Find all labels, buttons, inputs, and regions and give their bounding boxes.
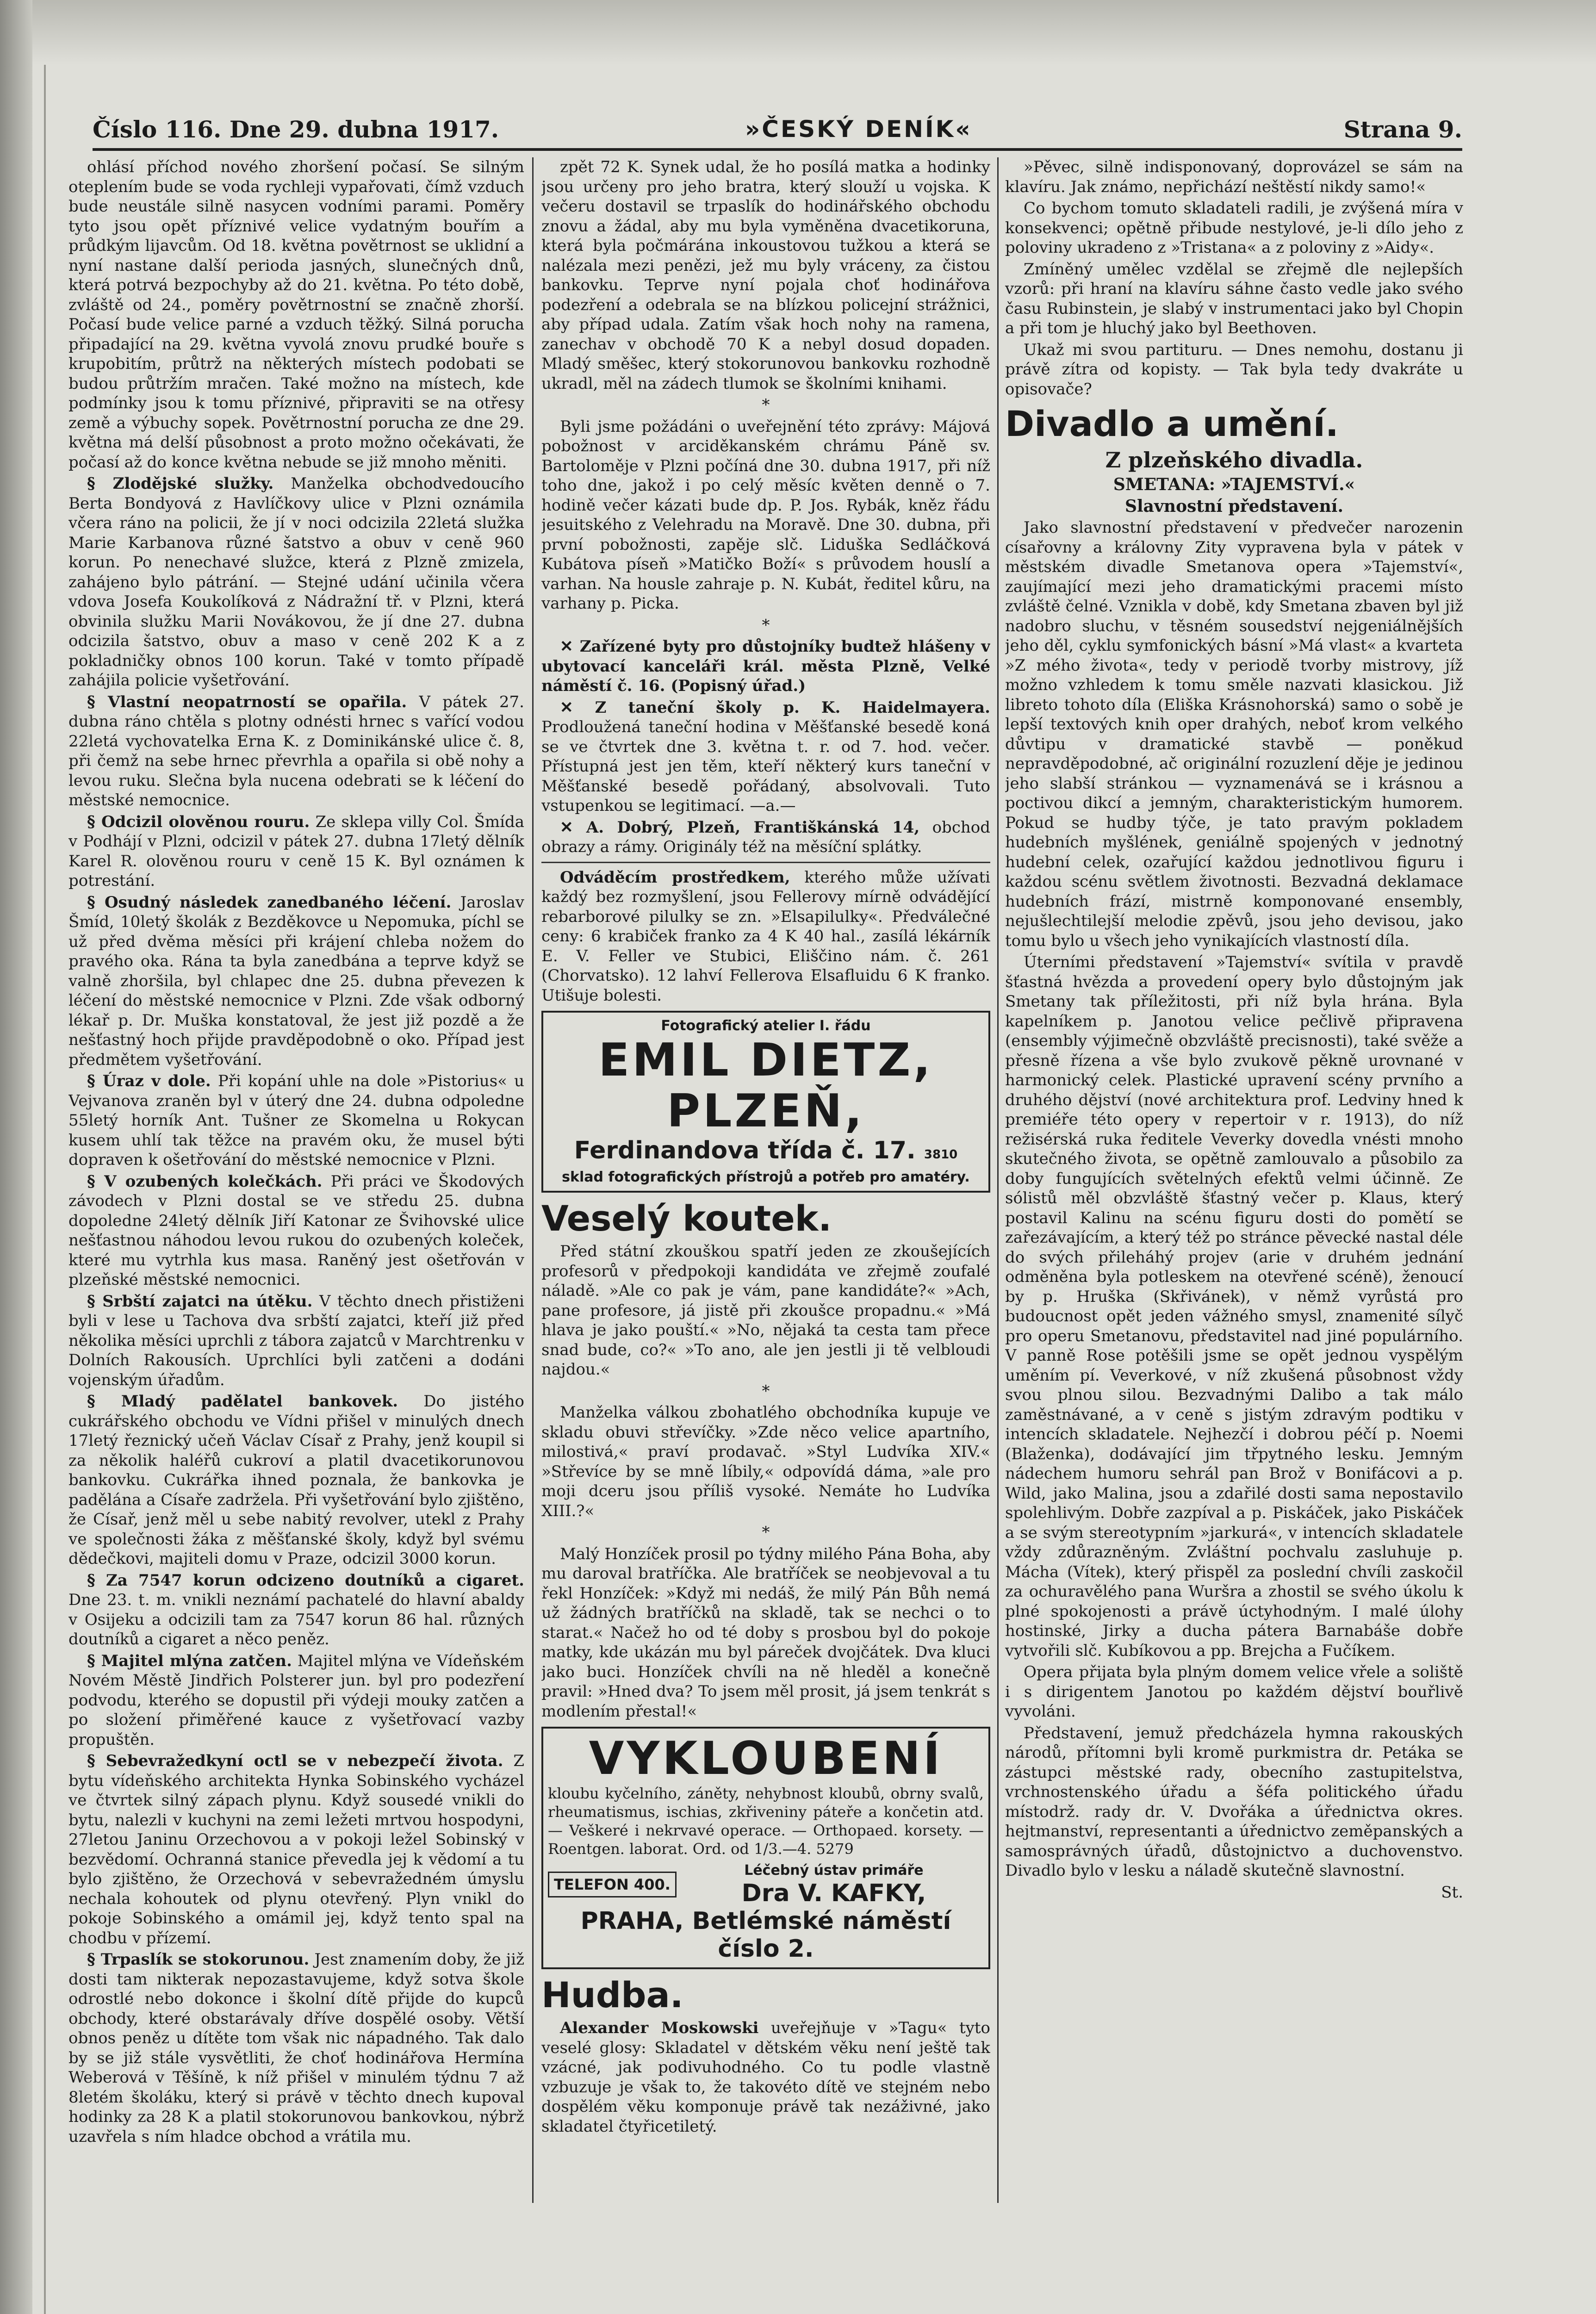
separator-star: * — [762, 396, 770, 414]
article-text: Ze sklepa villy Col. Šmída v Podhájí v Plzni, odcizil v pátek 27. dubna 17letý dělník Karel R. olověnou rouru v ceně 15 K. Byl oznámen k potrestání. — [68, 812, 524, 890]
article-paragraph — [68, 893, 524, 1070]
address-text: Ferdinandova třída č. 17. — [574, 1137, 916, 1164]
separator-rule — [541, 862, 990, 863]
header-rule — [93, 148, 1462, 151]
article-text: Při práci ve Škodových závodech v Plzni dostal se ve středu 25. dubna dopoledne 24letý dělník Jiří Katonar ze Švihovské ulice nešťastnou náhodou levou rukou do ozubených koleček, které mu vytrhla kus masa. Raněný jest ošetřován v plzeňské městské nemocnici. — [68, 1172, 524, 1289]
article-text: Prodloužená taneční hodina v Měšťanské besedě koná se ve čtvrtek dne 3. května t. r. od 7. hod. večer. Přístupná jest jen těm, kteří některý kurs taneční v Měšťanské besedě pořádaný, absolvovali. Tuto vstupenkou se legitimací. —a.— — [541, 718, 990, 815]
article-text: Úterními představení »Tajemství« svítila v pravdě šťastná hvězda a provedení opery bylo důstojným jak Smetany tak příležitosti, při níž byla hrána. Byla kapelníkem p. Janotou velice pečlivě připravena (ensembly výjimečně obzvláště precisnosti), také svěže a přesně řízena a vše bylo zvukově pěkně urovnané v harmonický celek. Plastické upravení scény prvního a druhého dějství (nové architektura prof. Ledviny hned k premiéře této opery v repertoir v r. 1913), do níž režisérská ruka ředitele Veverky dovedla vnésti mnoho skutečného života, se opětně zamlouvalo a působilo za doby fungujících světelných efektů velmi účinně. Ze sólistů měl obzvláště šťastný večer p. Klaus, který postavil Kalinu na scénu figuru dosti do pomětí se zařezávajícím, a který též po stránce pěvecké nastal déle do svých přileháhý projev (arie v druhém jednání odměněna byla potleskem na otevřené scéně), ženoucí by p. Hruška (Skřivánek), v němž vyrůstá pro budoucnost opět jeden vážného smysl, znamenité sílyč pro operu Smetanovu, představitel nad jiné populárního. V panně Rose potěšili jsme se opět jednou vyspělým uměním pí. Veverkové, v níž zkušená působnost vždy svou plnou silou. Bezvadnými Dalibo a tak málo zaměstnávané, a v ceně s jistým zdravým podtiku v intencích skladatele. Nejhezčí i dobrou péčí p. Noemi (Blaženka), dodávající jim třpytného lesku. Jemným nádechem humoru sehrál pan Brož v Bonifácovi a p. Wild, jako Malina, jsou a zdařilé dosti sama nepostavilo spolehlivým. Dobře zazpíval a p. Piskáček, jako Piskáček a se svým stereotypním »jarkurá«, v intencích skladatele vždy zdůrazněným. Zvláštní pochvalu zasluhuje p. Mácha (Vítek), který přispěl za poslední chvíli zaskočil za ochuravělého pana Wuršra a zhostil se svého úkolu k plné spokojenosti a právě úctyhodným. I malé úlohy hostinské, Jirky a ducha pátera Barnabáše dobře vytvořili slč. Kubíkovou a pp. Brejcha a Fučíkem. — [1005, 953, 1463, 1660]
article-text: Při kopání uhle na dole »Pistorius« u Vejvanova zraněn byl v úterý dne 24. dubna odpoledne 55letý horník Ant. Tušner ze Skomelna u Rokycan kusem uhlí tak těžce na pravém oku, že musel býti dopraven k ošetřování do městské nemocnice v Plzni. — [68, 1072, 524, 1169]
page-binding-edge — [0, 0, 32, 2314]
ad-code: 3810 — [924, 1148, 958, 1162]
column-3 — [1005, 157, 1463, 2212]
article-paragraph — [541, 1403, 990, 1521]
article-text: Před státní zkouškou spatří jeden ze zkoušejících profesorů v předpokoji kandidáta ve zřejmě zoufalé náladě. »Ale co pak je vám, pane kandidáte?« »Ach, pane profesore, já jistě při zkoušce propadnu.« »Má hlava je jako pouští.« »No, nějaká ta cesta tam přece snad bude, co?« »To ano, ale jen jestli ji tě velbloudi najdou.« — [541, 1242, 990, 1379]
article-text: Ukaž mi svou partituru. — Dnes nemohu, dostanu ji právě zítra od kopisty. — Tak byla tedy dvakráte u opisovače? — [1005, 340, 1463, 398]
article-headline: § Za 7547 korun odcizeno doutníků a cigaret. — [87, 1571, 524, 1590]
article-paragraph — [68, 1751, 524, 1948]
section-title: Divadlo a umění. — [1005, 403, 1339, 444]
article-paragraph — [541, 417, 990, 614]
article-paragraph — [541, 698, 990, 816]
article-paragraph — [68, 1172, 524, 1290]
article-headline: § Vlastní neopatrností se opařila. — [87, 692, 407, 711]
article-paragraph — [68, 1950, 524, 2146]
column-2 — [541, 157, 990, 2212]
ad-contact-row — [548, 1862, 984, 1907]
advertiser-headline: VYKLOUBENÍ — [589, 1732, 943, 1785]
article-headline: § Srbští zajatci na útěku. — [87, 1292, 313, 1311]
institute-name: Léčebný ústav primáře — [744, 1862, 924, 1879]
ad-line: Fotografický atelier I. řádu — [661, 1018, 871, 1034]
separator-star: * — [762, 1381, 770, 1400]
page-number: Strana 9. — [1343, 116, 1462, 143]
article-paragraph — [68, 1392, 524, 1569]
section-title: Hudba. — [541, 1974, 683, 2015]
article-headline: Alexander Moskowski — [560, 2019, 759, 2037]
article-paragraph — [68, 692, 524, 810]
article-paragraph — [1005, 199, 1463, 258]
article-text: Byli jsme požádáni o uveřejnění této zprávy: Májová pobožnost v arciděkanském chrámu Páně sv. Bartoloměje v Plzni počíná dne 30. dubna 1917, při níž toho dne, jakož i po celý měsíc květen denně o 7. hodině večer kázati bude dp. P. Jos. Rybák, kněz řádu jesuitského z Velehradu na Moravě. Dne 30. dubna, při první pobožnosti, zapěje slč. Liduška Sedláčková Kubátova píseň »Matičko Boží« s průvodem houslí a varhan. Na housle zahraje p. N. Kubát, ředitel kůru, na varhany p. Picka. — [541, 417, 990, 613]
article-paragraph — [1005, 157, 1463, 197]
ad-address — [548, 1137, 984, 1169]
article-headline: § Sebevražedkyní octl se v nebezpečí života. — [87, 1752, 503, 1770]
article-text: Jaroslav Šmíd, 10letý školák z Bezděkovce u Nepomuka, píchl se už před dvěma měsíci při krájení chleba nožem do pravého oka. Rána ta byla zanedbána a teprve když se valně zhoršila, byl chlapec dne 25. dubna převezen k léčení do městské nemocnice v Plzni. Zde však odborný lékař p. Dr. Muška konstatoval, že jest již pozdě a že nešťastný hoch přijde pravděpodobně o oko. Případ jest předmětem vyšetřování. — [68, 893, 524, 1069]
article-text: Majitel mlýna ve Vídeňském Novém Městě Jindřich Polsterer jun. byl pro podezření podvodu, kterého se dopustil při výdeji mouky zatčen a po složení přiměřené kauce z vyšetřovací vazby propuštěn. — [68, 1651, 524, 1749]
article-headline: § Odcizil olověnou rouru. — [87, 812, 310, 831]
article-paragraph — [541, 157, 990, 393]
article-paragraph — [541, 1242, 990, 1380]
article-text: Opera přijata byla plným domem velice vřele a soliště i s dirigentem Janotou po každém dějství bouřlivě vyvoláni. — [1005, 1663, 1463, 1721]
ad-code: 5279 — [816, 1840, 854, 1858]
article-paragraph — [68, 812, 524, 891]
article-paragraph — [68, 157, 524, 472]
advertiser-name: EMIL DIETZ, PLZEŇ, — [598, 1034, 933, 1138]
article-text: Manželka válkou zbohatlého obchodníka kupuje ve skladu obuvi střevíčky. »Zde něco velice apartního, milostivá,« praví prodavač. »Styl Ludvíka XIV.« »Střevíce by se mně líbily,« odpovídá dáma, »ale pro moji dceru jsou příliš vysoké. Nemáte ho Ludvíka XIII.?« — [541, 1403, 990, 1520]
binding-line — [44, 28, 46, 2314]
page-header — [93, 116, 1462, 146]
article-paragraph — [1005, 340, 1463, 399]
article-subheading: SMETANA: »TAJEMSTVÍ.« — [1113, 475, 1355, 494]
article-headline: ✕ Zařízené byty pro důstojníky budtež hlášeny v ubytovací kanceláři král. města Plzně, Velké náměstí č. 16. (Popisný úřad.) — [541, 637, 990, 695]
article-headline: § Osudný následek zanedbaného léčení. — [87, 893, 452, 912]
article-headline: ✕ Z taneční školy p. K. Haidelmayera. — [560, 698, 990, 717]
article-text: Jako slavnostní představení v předvečer narozenin císařovny a královny Zity vypravena byla v pátek v městském divadle Smetanova opera »Tajemství«, zaujímající mezi jeho dramatickými pracemi místo zvláště čelné. Vznikla v době, kdy Smetana zbaven byl již nadobro sluchu, v těsném sousedství nejgeniálnějších jeho děl, cyklu symfonických básní »Má vlast« a kvarteta »Z mého života«, tedy v periodě tvorby mistrovy, jíž možno vzhledem k tomu směle nazvati klasickou. Již libreto tohoto díla (Eliška Krásnohorská) samo o sobě je lepší textových knih oper drahých, neboť krom velkého důvtipu v dramatické stavbě — poněkud nepravděpodobné, ač originální rozuzlení děje je jedinou jeho slabší stránkou — vyznamenává se i krásnou a poctivou dikcí a jemným, charakteristickým humorem. Pokud se hudby týče, je tato pravým pokladem hudebních myšlének, geniálně spojených v jednotný hudební celek, ozařující každou jednotlivou figuru i každou scénu světlem životnosti. Bezvadná deklamace hudebních frází, mistrně komponované ensembly, nejušlechtilejší melodie zpěvů, jsou jeho devisou, jako tomu bylo u všech jeho vynikajících vlastností díla. — [1005, 518, 1463, 950]
article-text: Jest znamením doby, že již dosti tam nikterak nepozastavujeme, když sotva škole odrostlé nebo dokonce i školní dítě přijde do kupců obchody, které obstarávaly dříve dospělé osoby. Větší obnos peněz u dítěte tom však nic nápadného. Tak dalo by se již stále vysvětliti, že choť hodinářova Hermína Weberová v Těšíně, k níž přišel v minulém týdnu 7 až 8letém školáku, který si právě v těchto dnech kupoval hodinky za 28 K a platil stokorunovou bankovkou, nýbrž uzavřela s ním hladce obchod a vrátila mu. — [68, 1950, 524, 2146]
article-text: Do jistého cukrářského obchodu ve Vídni přišel v minulých dnech 17letý řeznický učeň Václav Císař z Prahy, jenž koupil si za několik haléřů cukroví a platil dvacetikorunovou bankovku. Cukrářka ihned poznala, že bankovka je padělána a Císaře zadržela. Při vyšetřování bylo zjištěno, že Císař, jenž měl u sebe nabitý revolver, utekl z Prahy ve společnosti žáka z měšťanské školy, když byl svému dědečkovi, majiteli domu v Praze, odcizil 3000 korun. — [68, 1392, 524, 1568]
article-paragraph — [541, 2018, 990, 2136]
separator-star: * — [762, 1523, 770, 1542]
scan-top-band — [32, 0, 1596, 65]
article-paragraph — [1005, 1662, 1463, 1722]
dietz-advertisement — [541, 1011, 990, 1193]
ad-line: sklad fotografických přístrojů a potřeb pro amatéry. — [562, 1169, 970, 1185]
doctor-name: Dra V. KAFKY, — [741, 1879, 926, 1907]
article-text: kterého může užívati každý bez rozmyšlení, jsou Fellerovy mírně odvádějící rebarborové pilulky se zn. »Elsapilulky«. Předválečné ceny: 6 krabiček franko za 4 K 40 hal., zasílá lékárník E. V. Feller ve Stubici, Eliščino nám. č. 261 (Chorvatsko). 12 lahví Fellerova Elsafluidu 6 K franko. Utišuje bolesti. — [541, 868, 990, 1005]
article-text: Co bychom tomuto skladateli radili, je zvýšená míra v konsekvenci; opětně přibude nestylové, je-li dílo jeho z poloviny ukradeno z »Tristana« a z poloviny z »Aidy«. — [1005, 199, 1463, 257]
article-text: Dne 23. t. m. vnikli neznámí pachatelé do hlavní abaldy v Osijeku a odcizili tam za 7547 korun 86 hal. různých doutníků a cigaret a něco peněz. — [68, 1591, 524, 1648]
article-paragraph — [68, 1651, 524, 1750]
article-text: Malý Honzíček prosil po týdny milého Pána Boha, aby mu daroval bratříčka. Ale bratříček se neobjevoval a tu řekl Honzíček: »Když mi nedáš, že milý Pán Bůh nemá už žádných bratříčků na skladě, tak se nechci o to starat.« Načež ho od té doby s prosbou byl do pokoje matky, kde ukázán mu byl páreček dvojčátek. Dva kluci jako buci. Honzíček chvíli na ně hleděl a konečně pravil: »Hned dva? To jsem měl prosit, já jsem tenkrát s modlením přestal!« — [541, 1544, 990, 1721]
article-paragraph — [541, 637, 990, 696]
article-text: Představení, jemuž předcházela hymna rakouských národů, přítomni byli kromě purkmistra dr. Petáka se zástupci městské rady, obecního zastupitelstva, vrchnostenského úřadu a šéfa politického úřadu místodrž. rady dr. V. Dvořáka a úřednictva okres. hejtmanství, representanti a úřednictvo zeměpanských a samosprávných úřadů, důstojnictvo a duchovenstvo. Divadlo bylo v lesku a náladě skutečně slavnostní. — [1005, 1723, 1463, 1880]
article-paragraph — [1005, 518, 1463, 951]
newspaper-title: »ČESKÝ DENÍK« — [745, 116, 972, 143]
article-headline: § V ozubených kolečkách. — [87, 1172, 323, 1191]
article-text: ohlásí příchod nového zhoršení počasí. Se silným oteplením bude se voda rychleji vypařovati, čímž vzduch bude neustále silně nasycen vodními parami. Poměry tyto jsou opět příznivé velice vydatným bouřím a průdkým lijavcům. Od 18. května povětrnost se uklidní a nyní nastane další perioda jasných, slunečných dnů, která potrvá bezpochyby až do 21. května. Po této době, zvláště od 24., poměry povětrnostní se značně zhorší. Počasí bude velice parné a vzduch těžký. Silná porucha připadající na 29. května vyvolá znovu prudké bouře s krupobitím, průtrž na některých místech podobati se budou průtržím mračen. Také možno na místech, kde podmínky jsou k tomu příznivé, připraviti se na otřesy země a výbuchy sopek. Povětrnostní porucha ze dne 29. května má delší působnost a proto možno očekávati, že počasí až do konce května nebude se již mnoho měniti. — [68, 158, 524, 472]
article-paragraph — [68, 1571, 524, 1649]
article-text: V těchto dnech přistiženi byli v lese u Tachova dva srbští zajatci, kteří již před několika měsíci uprchli z tábora zajatců v Marchtrenku v Dolních Rakousích. Uprchlíci byli zatčeni a dodáni vojenským úřadům. — [68, 1292, 524, 1389]
article-paragraph — [68, 1071, 524, 1170]
article-paragraph — [541, 1544, 990, 1722]
telephone-box: TELEFON 400. — [548, 1872, 677, 1898]
author-signature: St. — [1441, 1883, 1463, 1902]
article-paragraph — [1005, 260, 1463, 338]
article-headline: § Mladý padělatel bankovek. — [87, 1392, 398, 1411]
article-text: uveřejňuje v »Tagu« tyto veselé glosy: Skladatel v dětském věku není ještě tak vzácné, jak podivuhodného. Co tu podle vlastně vzbuzuje je však to, že takovéto dítě ve stejném nebo dospělém věku komponuje právě tak nezáživné, jako skladatel čtyřicetiletý. — [541, 2019, 990, 2136]
article-headline: ✕ A. Dobrý, Plzeň, Františkánská 14, — [560, 818, 920, 837]
article-text: obchod obrazy a rámy. Originály též na měsíční splátky. — [541, 818, 990, 856]
article-headline: Odváděcím prostředkem, — [560, 868, 790, 887]
article-headline: § Zlodějské služky. — [87, 474, 274, 493]
ad-body-text: kloubu kyčelního, záněty, nehybnost kloubů, obrny svalů, rheumatismus, ischias, zkřiveniny páteře a končetin atd. — Veškeré i nekrvavé operace. — Orthopaed. korsety. — Roentgen. laborat. Ord. od 1/3.—4. — [548, 1785, 984, 1858]
issue-date: Číslo 116. Dne 29. dubna 1917. — [93, 116, 499, 143]
column-rule — [532, 157, 534, 2203]
article-paragraph — [541, 868, 990, 1006]
separator-star: * — [762, 616, 770, 634]
article-paragraph — [68, 474, 524, 690]
ad-institute — [684, 1862, 984, 1907]
article-paragraph — [1005, 1723, 1463, 1881]
article-paragraph — [68, 1292, 524, 1390]
article-paragraph — [541, 818, 990, 857]
article-paragraph — [1005, 952, 1463, 1661]
article-text: V pátek 27. dubna ráno chtěla s plotny odnésti hrnec s vařící vodou 22letá vychovatelka Erna K. z Dominikánské ulice č. 8, při čemž na sebe hrnec převrhla a opařila si obě nohy a levou ruku. Slečna byla nucena odebrati se k léčení do městské nemocnice. — [68, 692, 524, 809]
article-text: »Pěvec, silně indisponovaný, doprovázel se sám na klavíru. Jak známo, nepřichází neštěstí nikdy samo!« — [1005, 158, 1463, 196]
article-headline: § Trpaslík se stokorunou. — [87, 1950, 310, 1969]
ad-body — [548, 1784, 984, 1858]
article-headline: § Úraz v dole. — [87, 1072, 211, 1090]
article-headline: § Majitel mlýna zatčen. — [87, 1651, 292, 1670]
kafka-advertisement — [541, 1727, 990, 1969]
article-text: Zmíněný umělec vzdělal se zřejmě dle nejlepších vzorů: při hraní na klavíru sáhne často vedle jako svého času Rubinstein, je slabý v instrumentaci jako byl Chopin a při tom je hluchý jako byl Beethoven. — [1005, 260, 1463, 337]
article-text: zpět 72 K. Synek udal, že ho posílá matka a hodinky jsou určeny pro jeho bratra, který slouží u vojska. K večeru dostavil se trpaslík do hodinářského obchodu znovu a žádal, aby mu byla vyměněna dvacetikoruna, která byla počmárána inkoustovou tužkou a která se nalézala mezi penězi, jež mu byly vráceny, za čistou bankovku. Teprve nyní pojala choť hodinářova podezření a odebrala se na blízkou policejní strážnici, aby případ udala. Zatím však hoch nohy na ramena, zanechav v obchodě 70 K a nebyl dosud dopaden. Mladý směšec, který stokorunovou bankovku rozhodně ukradl, měl na zádech tlumok se školními knihami. — [541, 158, 990, 393]
section-title: Veselý koutek. — [541, 1198, 832, 1239]
column-rule — [997, 157, 999, 2203]
ad-address: PRAHA, Betlémské náměstí číslo 2. — [580, 1907, 951, 1963]
column-1 — [68, 157, 524, 2212]
article-subheading: Slavnostní představení. — [1124, 496, 1344, 516]
section-subtitle: Z plzeňského divadla. — [1105, 448, 1363, 473]
article-text: Z bytu vídeňského architekta Hynka Sobinského vycházel ve čtvrtek silný zápach plynu. Když sousedé vnikli do bytu, nalezli v kuchyni na zemi ležeti mrtvou hospodyni, 27letou Janinu Orzechovou a v pokoji ležel Sobinský v bezvědomí. Ochranná stanice převedla jej k vědomí a tu bylo zjištěno, že Orzechová v sebevražedném úmyslu nechala kohoutek od plynu otevřený. Plyn vnikl do pokoje Sobinského a omámil jej, když tento spal na chodbu v přízemí. — [68, 1752, 524, 1947]
article-text: Manželka obchodvedoucího Berta Bondyová z Havlíčkovy ulice v Plzni oznámila včera ráno na policii, že jí v noci odcizila 22letá služka Marie Karbanova různé šatstvo a obuv v ceně 960 korun. Po nenechavé služce, která z Plzně zmizela, zahájeno bylo pátrání. — Stejné udání učinila včera vdova Josefa Koukolíková z Nádražní tř. v Plzni, která obvinila služku Marii Novákovou, že jí dne 27. dubna odcizila šatstvo, obuv a maso v ceně 202 K a z pokladničky obnos 100 korun. Také v tomto případě zahájila policie vyšetřování. — [68, 474, 524, 690]
